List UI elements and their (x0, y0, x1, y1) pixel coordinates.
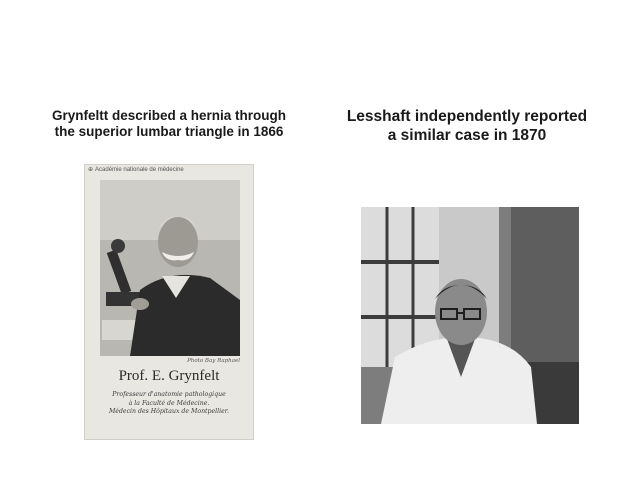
left-caption (20, 108, 318, 140)
lesshaft-photo (361, 207, 579, 424)
card-title-line-2: à la Faculté de Médecine. (128, 400, 210, 407)
card-header-text: Académie nationale de médecine (95, 167, 184, 173)
card-name: Prof. E. Grynfelt (118, 368, 220, 384)
card-title-line-1: Professeur d'anatomie pathologique (112, 391, 226, 398)
right-caption-line-2: a similar case in 1870 (387, 126, 547, 144)
grynfeltt-photo (100, 180, 240, 356)
card-header (88, 166, 184, 173)
archive-mark-icon: ⊕ (88, 167, 94, 173)
grynfeltt-portrait-card (84, 164, 254, 440)
lesshaft-photo-illustration (361, 207, 579, 424)
left-caption-line-2: the superior lumbar triangle in 1866 (54, 124, 284, 140)
right-caption (328, 108, 606, 145)
right-caption-line-1: Lesshaft independently reported (346, 108, 588, 125)
photo-credit: Photo Bay Raphael (187, 358, 240, 364)
left-caption-line-1: Grynfeltt described a hernia through (51, 108, 287, 123)
card-title-line-3: Médecin des Hôpitaux de Montpellier. (108, 408, 230, 415)
grynfeltt-photo-illustration (100, 180, 240, 356)
